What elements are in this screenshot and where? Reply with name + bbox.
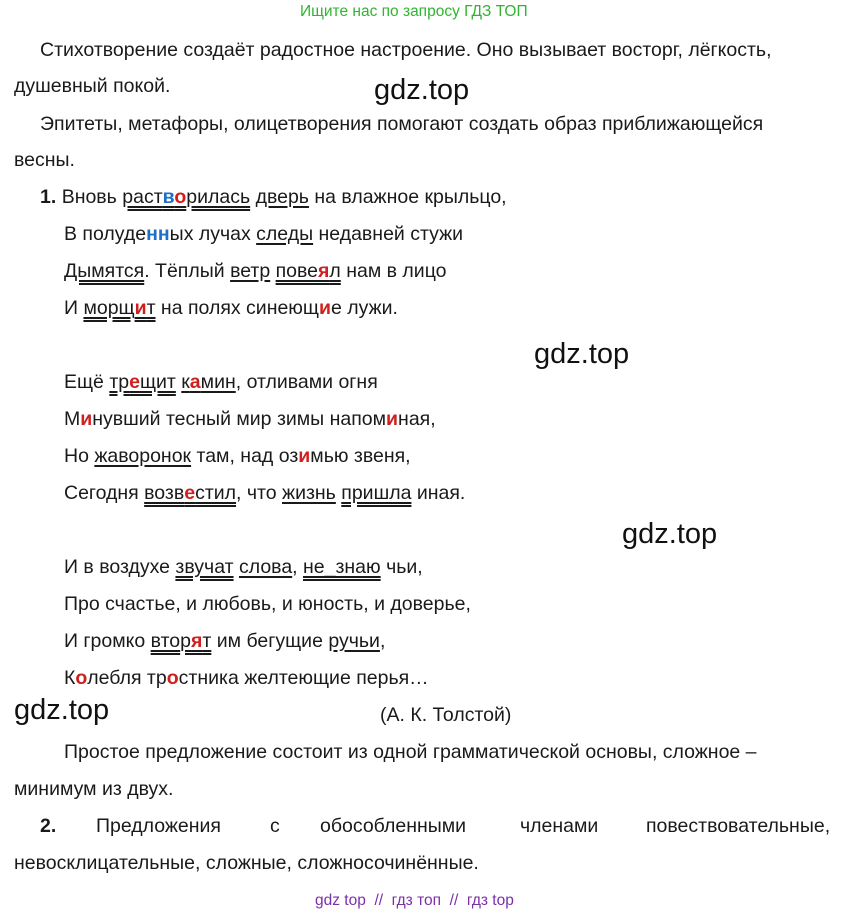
outro-paragraph-2-line-2: невосклицательные, сложные, сложносочинённые. [14, 852, 479, 874]
poem-line-9: И в воздухе звучат слова, не_знаю чьи, [64, 556, 423, 578]
outro-word-4: членами [520, 815, 599, 837]
outro-paragraph-1-line-2: минимум из двух. [14, 778, 174, 800]
poem-line-5: Ещё трещит камин, отливами огня [64, 371, 378, 393]
poem-line-1: 1. Вновь растворилась дверь на влажное крыльцо, [40, 186, 507, 208]
poem-line-7: Но жаворонок там, над озимью звеня, [64, 445, 411, 467]
task-number-1: 1. [40, 186, 57, 208]
poem-line-8: Сегодня возвестил, что жизнь пришла иная. [64, 482, 466, 504]
intro-paragraph-2-line-2: весны. [14, 149, 75, 171]
outro-word-1: Предложения [96, 815, 221, 837]
intro-paragraph-1-line-1: Стихотворение создаёт радостное настроение. Оно вызывает восторг, лёгкость, [40, 39, 772, 61]
poem-line-6: Минувший тесный мир зимы напоминая, [64, 408, 436, 430]
watermark: gdz.top [374, 74, 470, 106]
poem-line-11: И громко вторят им бегущие ручьи, [64, 630, 386, 652]
intro-paragraph-1-line-2: душевный покой. [14, 75, 171, 97]
outro-word-2: с [270, 815, 280, 837]
poem-line-10: Про счастье, и любовь, и юность, и доверье, [64, 593, 471, 615]
footer-note: gdz top // гдз топ // гдз top [315, 892, 514, 909]
poem-line-3: Дымятся. Тёплый ветр повеял нам в лицо [64, 260, 447, 282]
watermark: gdz.top [534, 338, 630, 370]
header-note: Ищите нас по запросу ГДЗ ТОП [300, 3, 528, 20]
poem-line-2: В полуденных лучах следы недавней стужи [64, 223, 464, 245]
outro-word-3: обособленными [320, 815, 467, 837]
intro-paragraph-2-line-1: Эпитеты, метафоры, олицетворения помогают создать образ приближающейся [40, 113, 764, 135]
outro-word-5: повествовательные, [646, 815, 831, 837]
task-number-2: 2. [40, 815, 57, 837]
poem-author: (А. К. Толстой) [380, 704, 512, 726]
watermark: gdz.top [622, 518, 718, 550]
poem-line-12: Колебля тростника желтеющие перья… [64, 667, 429, 689]
watermark: gdz.top [14, 694, 110, 726]
outro-paragraph-1-line-1: Простое предложение состоит из одной грамматической основы, сложное – [64, 741, 757, 763]
poem-line-4: И морщит на полях синеющие лужи. [64, 297, 398, 319]
